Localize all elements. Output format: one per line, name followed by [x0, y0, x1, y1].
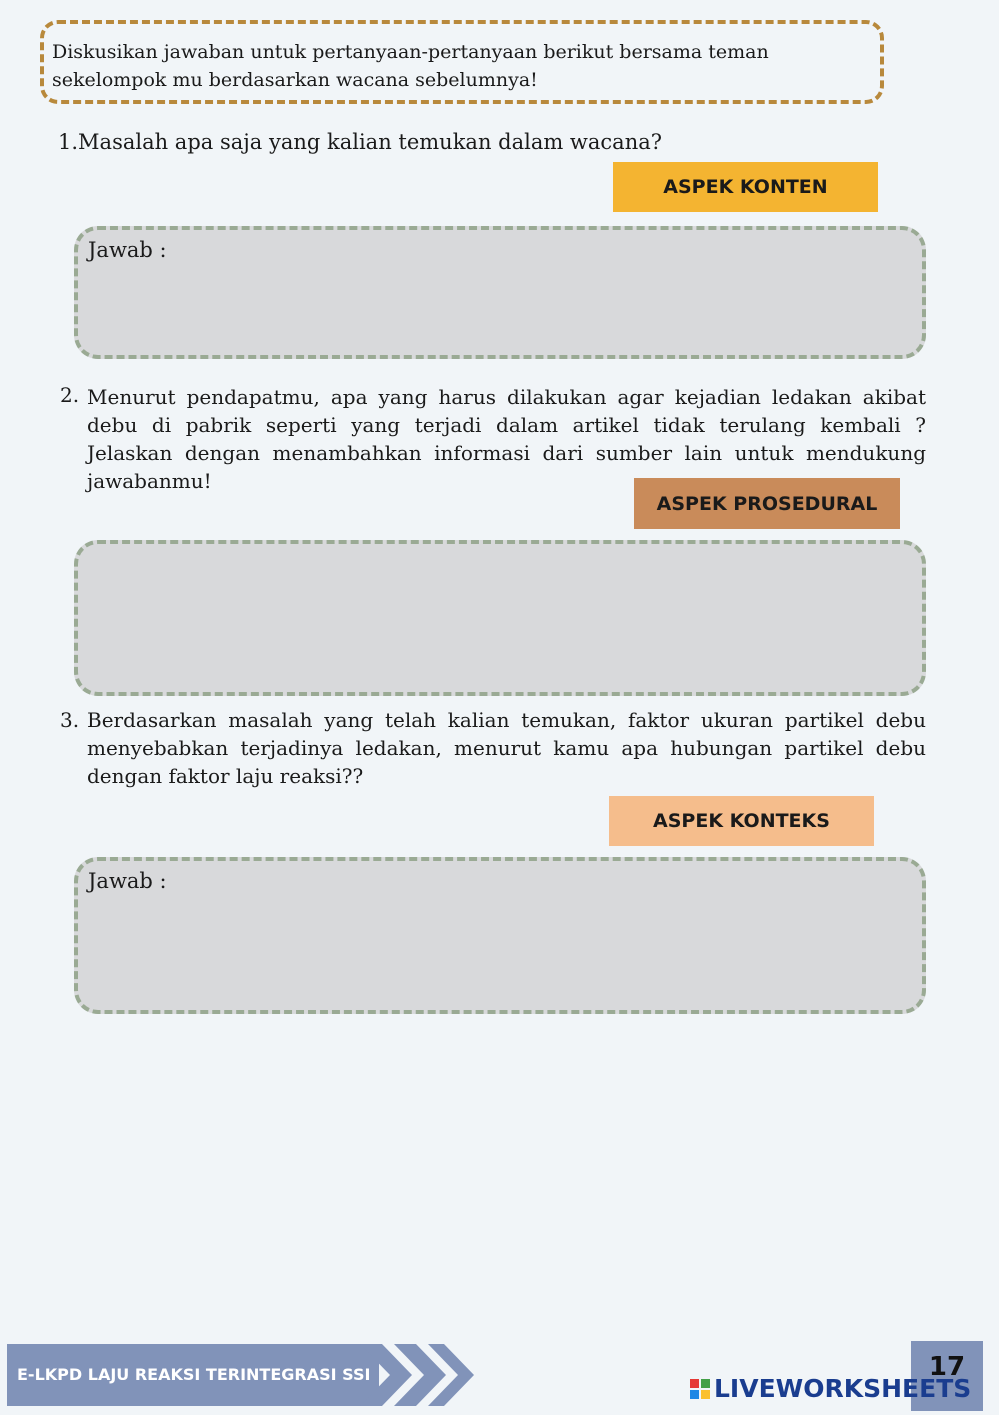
liveworksheets-brand — [690, 1374, 971, 1403]
footer-title-bar — [7, 1344, 379, 1406]
logo-square-e — [701, 1390, 710, 1399]
aspect-konten-badge — [613, 162, 878, 212]
question-3-text: Berdasarkan masalah yang telah kalian temukan, faktor ukuran partikel debu menyebabkan terjadinya ledakan, menurut kamu apa hubungan partikel debu dengan faktor laju reaksi?? — [87, 708, 926, 788]
aspect-prosedural-label: ASPEK PROSEDURAL — [656, 492, 878, 515]
chevron-arrows-icon — [360, 1344, 480, 1406]
logo-square-l — [690, 1379, 699, 1388]
aspect-konteks-badge — [609, 796, 874, 846]
answer-3-label: Jawab : — [88, 869, 167, 893]
question-2-number: 2. — [60, 383, 80, 407]
liveworksheets-logo-icon — [690, 1379, 710, 1399]
liveworksheets-text: LIVEWORKSHEETS — [714, 1374, 972, 1403]
footer-title: E-LKPD LAJU REAKSI TERINTEGRASI SSI — [17, 1365, 371, 1384]
logo-square-i — [701, 1379, 710, 1388]
answer-3-input[interactable] — [88, 905, 912, 1000]
answer-box-1[interactable] — [74, 226, 926, 359]
question-1-number: 1. — [58, 130, 79, 154]
instruction-box — [40, 20, 884, 104]
answer-2-input[interactable] — [88, 554, 912, 682]
page-number: 17 — [928, 1352, 966, 1382]
answer-box-3[interactable] — [74, 857, 926, 1014]
aspect-konteks-label: ASPEK KONTEKS — [653, 810, 830, 832]
question-2-text: Menurut pendapatmu, apa yang harus dilakukan agar kejadian ledakan akibat debu di pabrik seperti yang terjadi dalam artikel tidak terulang kembali ? Jelaskan dengan menambahkan informasi dari sumber lain untuk mendukung jawabanmu! — [87, 385, 926, 493]
aspect-prosedural-badge — [634, 478, 900, 529]
question-1-text: Masalah apa saja yang kalian temukan dalam wacana? — [78, 130, 663, 154]
question-3-number: 3. — [60, 708, 80, 732]
answer-1-label: Jawab : — [88, 238, 167, 262]
instruction-text: Diskusikan jawaban untuk pertanyaan-pertanyaan berikut bersama teman sekelompok mu berdasarkan wacana sebelumnya! — [52, 41, 769, 91]
question-1 — [58, 128, 662, 156]
answer-box-2[interactable] — [74, 540, 926, 696]
answer-1-input[interactable] — [88, 274, 912, 345]
logo-square-v — [690, 1390, 699, 1399]
aspect-konten-label: ASPEK KONTEN — [663, 176, 828, 198]
